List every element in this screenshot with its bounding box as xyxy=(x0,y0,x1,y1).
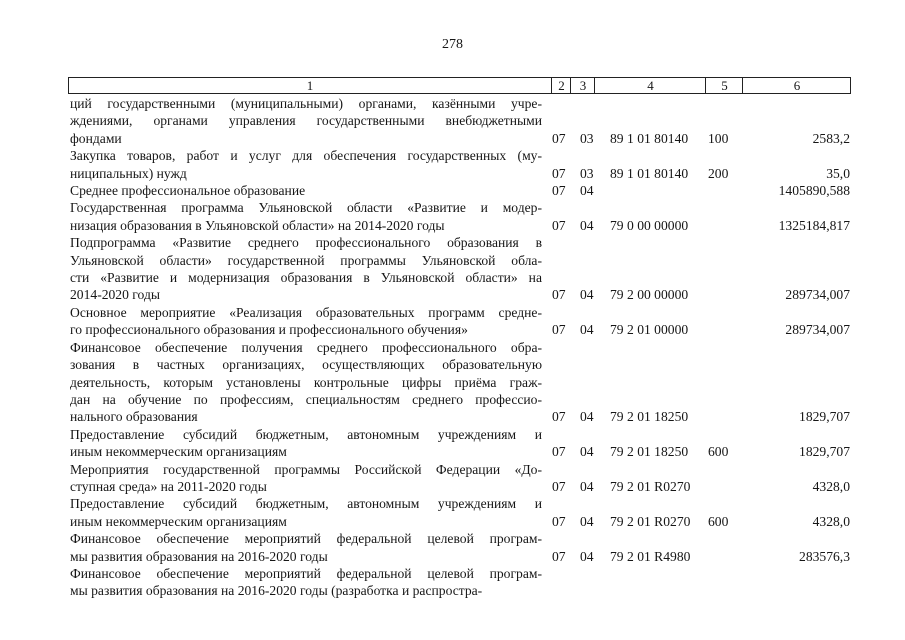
description-line: деятельность, которым установлены контрольные цифры приёма граж- xyxy=(70,374,542,390)
subsection-code: 04 xyxy=(580,287,594,303)
description-line: ций государственными (муниципальными) органами, казёнными учре- xyxy=(70,96,542,111)
table-row xyxy=(70,339,850,426)
description-line: Финансовое обеспечение мероприятий федеральной целевой програм- xyxy=(70,565,542,581)
row-codes xyxy=(70,513,850,530)
row-codes xyxy=(70,478,850,495)
table-header xyxy=(68,77,851,94)
description-line: 2014-2020 годы xyxy=(70,287,160,303)
amount: 4328,0 xyxy=(812,478,850,494)
header-col-4: 4 xyxy=(594,78,706,93)
target-article-code: 89 1 01 80140 xyxy=(610,130,689,146)
amount: 1405890,588 xyxy=(778,183,850,199)
row-codes xyxy=(70,548,850,565)
description-line: низация образования в Ульяновской области» на 2014-2020 годы xyxy=(70,217,445,233)
subsection-code: 04 xyxy=(580,444,594,460)
description-line: го профессионального образования и профессионального обучения» xyxy=(70,322,468,338)
target-article-code: 79 2 01 18250 xyxy=(610,444,689,460)
section-code: 07 xyxy=(552,444,566,460)
table-row xyxy=(70,495,850,530)
subsection-code: 04 xyxy=(580,513,594,529)
description-line: Среднее профессиональное образование xyxy=(70,183,306,199)
row-codes xyxy=(70,582,850,599)
subsection-code: 04 xyxy=(580,183,594,199)
header-col-3: 3 xyxy=(570,78,595,93)
target-article-code: 79 2 01 R0270 xyxy=(610,513,691,529)
header-col-5: 5 xyxy=(705,78,743,93)
description-line: Подпрограмма «Развитие среднего профессионального образования в xyxy=(70,235,542,251)
table-row xyxy=(70,565,850,600)
row-codes xyxy=(70,408,850,425)
amount: 1829,707 xyxy=(799,409,850,425)
description-line: дан на обучение по профессиям, специальностям среднего профессио- xyxy=(70,391,542,407)
amount: 283576,3 xyxy=(799,548,850,564)
description-line: Закупка товаров, работ и услуг для обеспечения государственных (му- xyxy=(70,148,542,164)
section-code: 07 xyxy=(552,130,566,146)
row-codes xyxy=(70,130,850,147)
expense-type-code: 600 xyxy=(708,513,729,529)
section-code: 07 xyxy=(552,548,566,564)
section-code: 07 xyxy=(552,478,566,494)
section-code: 07 xyxy=(552,217,566,233)
subsection-code: 03 xyxy=(580,165,594,181)
subsection-code: 04 xyxy=(580,322,594,338)
subsection-code: 04 xyxy=(580,409,594,425)
subsection-code: 03 xyxy=(580,130,594,146)
table-row xyxy=(70,182,850,199)
table-row xyxy=(70,461,850,496)
description-line: иным некоммерческим организациям xyxy=(70,513,287,529)
page-number: 278 xyxy=(442,37,463,52)
description-line: Мероприятия государственной программы Российской Федерации «До- xyxy=(70,461,542,477)
row-codes xyxy=(70,165,850,182)
target-article-code: 79 2 00 00000 xyxy=(610,287,689,303)
description-line: Финансовое обеспечение получения среднего профессионального обра- xyxy=(70,339,542,355)
target-article-code: 79 2 01 R4980 xyxy=(610,548,691,564)
expense-type-code: 600 xyxy=(708,444,729,460)
description-line: сти «Развитие и модернизация образования в Ульяновской области» на xyxy=(70,270,542,286)
section-code: 07 xyxy=(552,409,566,425)
subsection-code: 04 xyxy=(580,478,594,494)
amount: 1325184,817 xyxy=(778,217,850,233)
expense-type-code: 200 xyxy=(708,165,729,181)
description-line: иным некоммерческим организациям xyxy=(70,444,287,460)
amount: 35,0 xyxy=(826,165,850,181)
table-row xyxy=(70,304,850,339)
section-code: 07 xyxy=(552,287,566,303)
description-line: зования в частных организациях, осуществляющих образовательную xyxy=(70,357,542,373)
row-codes xyxy=(70,443,850,460)
subsection-code: 04 xyxy=(580,217,594,233)
section-code: 07 xyxy=(552,513,566,529)
target-article-code: 79 2 01 18250 xyxy=(610,409,689,425)
target-article-code: 89 1 01 80140 xyxy=(610,165,689,181)
row-codes xyxy=(70,217,850,234)
amount: 4328,0 xyxy=(812,513,850,529)
description-line: нального образования xyxy=(70,409,198,425)
section-code: 07 xyxy=(552,165,566,181)
table-row xyxy=(70,530,850,565)
expense-type-code: 100 xyxy=(708,130,729,146)
subsection-code: 04 xyxy=(580,548,594,564)
target-article-code: 79 2 01 00000 xyxy=(610,322,689,338)
budget-table-body xyxy=(70,95,850,600)
target-article-code: 79 2 01 R0270 xyxy=(610,478,691,494)
row-codes xyxy=(70,286,850,303)
table-row xyxy=(70,95,850,147)
description-line: ждениями, органами управления государственными внебюджетными xyxy=(70,113,542,129)
amount: 1829,707 xyxy=(799,444,850,460)
description-line: Основное мероприятие «Реализация образовательных программ средне- xyxy=(70,304,542,320)
description-line: ступная среда» на 2011-2020 годы xyxy=(70,478,267,494)
amount: 2583,2 xyxy=(812,130,850,146)
header-col-6: 6 xyxy=(742,78,851,93)
description-line: фондами xyxy=(70,130,122,146)
target-article-code: 79 0 00 00000 xyxy=(610,217,689,233)
table-row xyxy=(70,234,850,304)
section-code: 07 xyxy=(552,183,566,199)
description-line: Финансовое обеспечение мероприятий федеральной целевой програм- xyxy=(70,531,542,547)
header-col-1: 1 xyxy=(306,78,314,93)
amount: 289734,007 xyxy=(785,287,850,303)
row-codes xyxy=(70,182,850,199)
table-row xyxy=(70,199,850,234)
row-codes xyxy=(70,321,850,338)
table-row xyxy=(70,426,850,461)
description-line: Предоставление субсидий бюджетным, автономным учреждениям и xyxy=(70,426,542,442)
description-line: мы развития образования на 2016-2020 годы (разработка и распростра- xyxy=(70,583,483,599)
amount: 289734,007 xyxy=(785,322,850,338)
description-line: ниципальных) нужд xyxy=(70,165,187,181)
description-line: Государственная программа Ульяновской области «Развитие и модер- xyxy=(70,200,542,216)
description-line: Ульяновской области» государственной программы Ульяновской обла- xyxy=(70,252,542,268)
section-code: 07 xyxy=(552,322,566,338)
description-line: мы развития образования на 2016-2020 годы xyxy=(70,548,328,564)
description-line: Предоставление субсидий бюджетным, автономным учреждениям и xyxy=(70,496,542,512)
table-row xyxy=(70,147,850,182)
header-col-2: 2 xyxy=(551,78,571,93)
